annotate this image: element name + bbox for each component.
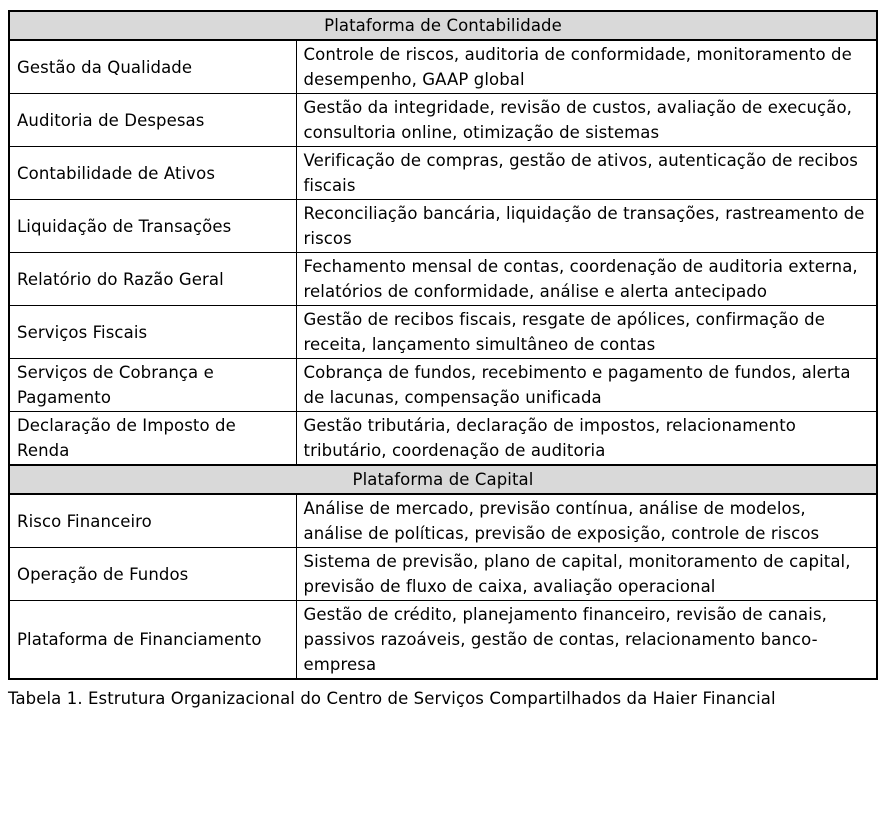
table-row xyxy=(9,548,877,601)
section-header-row xyxy=(9,465,877,494)
category-cell: Serviços Fiscais xyxy=(9,306,296,359)
table-row xyxy=(9,200,877,253)
table-row xyxy=(9,412,877,466)
table-row xyxy=(9,601,877,680)
category-cell: Risco Financeiro xyxy=(9,494,296,548)
category-cell: Liquidação de Transações xyxy=(9,200,296,253)
category-cell: Auditoria de Despesas xyxy=(9,94,296,147)
section-header-label: Plataforma de Capital xyxy=(9,465,877,494)
org-table-body xyxy=(9,11,877,679)
table-row xyxy=(9,359,877,412)
details-cell: Análise de mercado, previsão contínua, análise de modelos, análise de políticas, previsão de exposição, controle de riscos xyxy=(296,494,877,548)
details-cell: Sistema de previsão, plano de capital, monitoramento de capital, previsão de fluxo de caixa, avaliação operacional xyxy=(296,548,877,601)
org-structure-table xyxy=(8,10,878,680)
details-cell: Fechamento mensal de contas, coordenação de auditoria externa, relatórios de conformidade, análise e alerta antecipado xyxy=(296,253,877,306)
category-cell: Contabilidade de Ativos xyxy=(9,147,296,200)
details-cell: Gestão de recibos fiscais, resgate de apólices, confirmação de receita, lançamento simultâneo de contas xyxy=(296,306,877,359)
table-row xyxy=(9,147,877,200)
table-caption: Tabela 1. Estrutura Organizacional do Centro de Serviços Compartilhados da Haier Financial xyxy=(8,689,776,708)
category-cell: Relatório do Razão Geral xyxy=(9,253,296,306)
category-cell: Plataforma de Financiamento xyxy=(9,601,296,680)
section-header-label: Plataforma de Contabilidade xyxy=(9,11,877,40)
details-cell: Gestão tributária, declaração de impostos, relacionamento tributário, coordenação de auditoria xyxy=(296,412,877,466)
category-cell: Gestão da Qualidade xyxy=(9,40,296,94)
table-row xyxy=(9,40,877,94)
category-cell: Operação de Fundos xyxy=(9,548,296,601)
table-row xyxy=(9,94,877,147)
table-row xyxy=(9,306,877,359)
details-cell: Reconciliação bancária, liquidação de transações, rastreamento de riscos xyxy=(296,200,877,253)
section-header-row xyxy=(9,11,877,40)
details-cell: Cobrança de fundos, recebimento e pagamento de fundos, alerta de lacunas, compensação unificada xyxy=(296,359,877,412)
table-row xyxy=(9,494,877,548)
category-cell: Declaração de Imposto de Renda xyxy=(9,412,296,466)
table-row xyxy=(9,253,877,306)
details-cell: Gestão da integridade, revisão de custos, avaliação de execução, consultoria online, otimização de sistemas xyxy=(296,94,877,147)
details-cell: Controle de riscos, auditoria de conformidade, monitoramento de desempenho, GAAP global xyxy=(296,40,877,94)
details-cell: Gestão de crédito, planejamento financeiro, revisão de canais, passivos razoáveis, gestão de contas, relacionamento banco-empresa xyxy=(296,601,877,680)
category-cell: Serviços de Cobrança e Pagamento xyxy=(9,359,296,412)
details-cell: Verificação de compras, gestão de ativos, autenticação de recibos fiscais xyxy=(296,147,877,200)
